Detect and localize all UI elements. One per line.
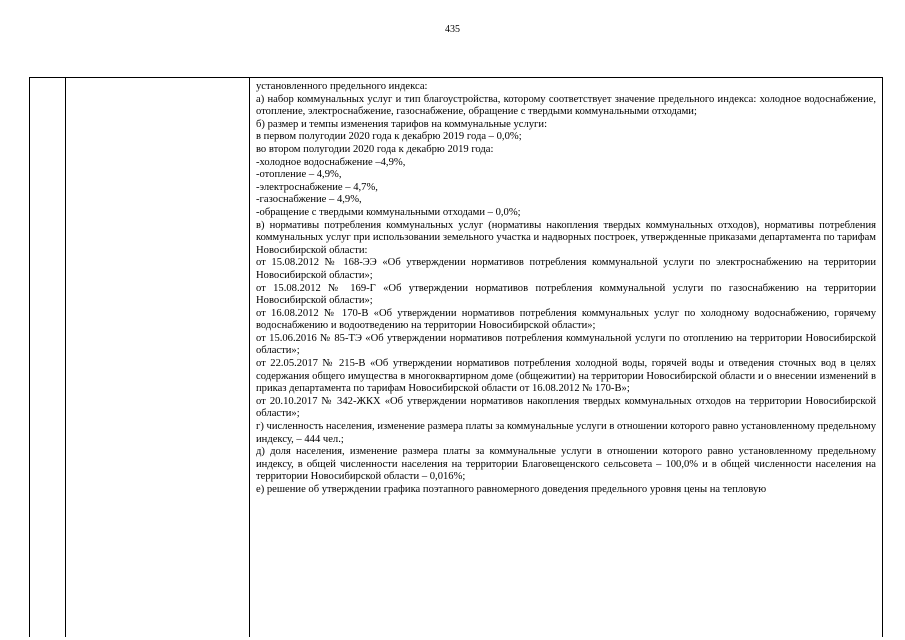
- paragraph: -обращение с твердыми коммунальными отходами – 0,0%;: [256, 206, 521, 218]
- paragraph: г) численность населения, изменение размера платы за коммунальные услуги в отношении которого равно установленному предельному индексу, – 444 чел.;: [256, 421, 876, 445]
- paragraph: установленного предельного индекса:: [256, 81, 428, 92]
- paragraph: б) размер и темпы изменения тарифов на коммунальные услуги:: [256, 118, 548, 130]
- paragraph: е) решение об утверждении графика поэтапного равномерного доведения предельного уровня цены на тепловую: [256, 484, 767, 495]
- paragraph: а) набор коммунальных услуг и тип благоустройства, которому соответствует значение предельного индекса: холодное водоснабжение, отопление, электроснабжение, газоснабжение, обращение с твердыми коммунальными отходами;: [256, 93, 876, 118]
- paragraph: -холодное водоснабжение –4,9%,: [256, 156, 406, 168]
- paragraph: -газоснабжение – 4,9%,: [256, 194, 362, 206]
- paragraph: от 16.08.2012 № 170-В «Об утверждении нормативов потребления коммунальных услуг по холодному водоснабжению, горячему водоснабжению и водоотведению на территории Новосибирской области»;: [256, 307, 876, 332]
- paragraph: в первом полугодии 2020 года к декабрю 2019 года – 0,0%;: [256, 131, 522, 143]
- table-column-name: [66, 78, 250, 637]
- table-column-number: [30, 78, 66, 637]
- paragraph: д) доля населения, изменение размера платы за коммунальные услуги в отношении которого равно установленному предельному индексу, в общей численности населения на территории Благовещенского сельсовета – 100,0% и в общей численности населения на территории Новосибирской области – 0,016%;: [256, 446, 876, 483]
- table-column-content: [250, 78, 882, 637]
- paragraph: от 22.05.2017 № 215-В «Об утверждении нормативов потребления холодной воды, горячей воды и отведения сточных вод в целях содержания общего имущества в многоквартирном доме (общежитии) на территории Новосибирской области и о внесении изменений в приказ департамента по тарифам Новосибирской области от 16.08.2012 № 170-В»;: [256, 358, 876, 395]
- paragraph: -электроснабжение – 4,7%,: [256, 181, 378, 193]
- paragraph: -отопление – 4,9%,: [256, 169, 342, 181]
- paragraph: во втором полугодии 2020 года к декабрю 2019 года:: [256, 143, 494, 155]
- paragraph: от 20.10.2017 № 342-ЖКХ «Об утверждении нормативов накопления твердых коммунальных отходов на территории Новосибирской области»;: [256, 395, 876, 420]
- document-table: [29, 77, 883, 637]
- paragraph: от 15.06.2016 № 85-ТЭ «Об утверждении нормативов потребления коммунальной услуги по отоплению на территории Новосибирской области»;: [256, 332, 876, 357]
- page-number: 435: [445, 24, 460, 35]
- paragraph: в) нормативы потребления коммунальных услуг (нормативы накопления твердых коммунальных отходов), нормативы потребления коммунальных услуг при использовании земельного участка и надворных построек, утвержденные приказами департамента по тарифам Новосибирской области:: [256, 219, 876, 256]
- paragraph: от 15.08.2012 № 169-Г «Об утверждении нормативов потребления коммунальной услуги по газоснабжению на территории Новосибирской области»;: [256, 282, 876, 307]
- paragraph: от 15.08.2012 № 168-ЭЭ «Об утверждении нормативов потребления коммунальной услуги по электроснабжению на территории Новосибирской области»;: [256, 257, 876, 281]
